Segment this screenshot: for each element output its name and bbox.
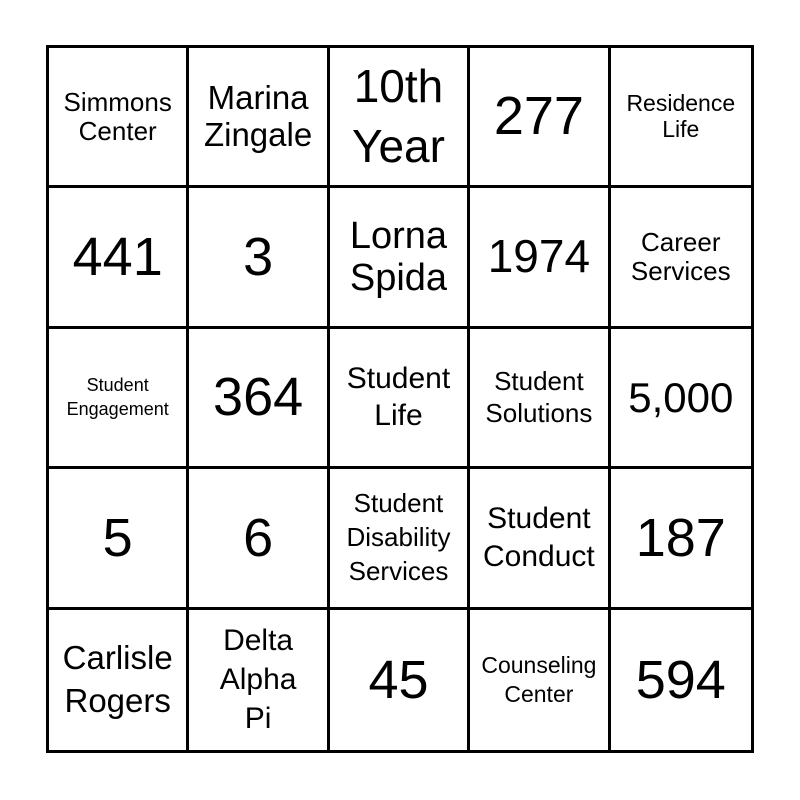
- cell-text: 10th Year: [352, 59, 445, 172]
- bingo-cell[interactable]: [189, 48, 329, 188]
- bingo-cell[interactable]: [330, 329, 470, 469]
- cell-text: Student Solutions: [485, 365, 593, 429]
- cell-text: Simmons Center: [63, 86, 172, 146]
- cell-text: 364: [213, 367, 304, 428]
- bingo-cell[interactable]: [470, 610, 610, 750]
- bingo-cell[interactable]: [470, 469, 610, 609]
- cell-text: Marina Zingale: [203, 78, 313, 153]
- cell-text: Student Disability Services: [346, 488, 451, 586]
- bingo-cell[interactable]: [611, 48, 751, 188]
- bingo-cell[interactable]: [330, 48, 470, 188]
- bingo-cell[interactable]: [49, 188, 189, 328]
- cell-text: Student Engagement: [66, 375, 169, 420]
- cell-text: 45: [368, 649, 429, 710]
- bingo-cell[interactable]: [49, 48, 189, 188]
- cell-text: Lorna Spida: [349, 214, 448, 300]
- bingo-cell[interactable]: [49, 469, 189, 609]
- cell-text: 1974: [487, 230, 591, 283]
- bingo-cell[interactable]: [330, 610, 470, 750]
- cell-text: Delta Alpha Pi: [219, 624, 297, 736]
- cell-text: Career Services: [630, 226, 731, 287]
- bingo-cell[interactable]: [470, 329, 610, 469]
- cell-text: 441: [72, 226, 163, 287]
- bingo-cell[interactable]: [189, 329, 329, 469]
- bingo-card: [46, 45, 754, 753]
- bingo-cell[interactable]: [611, 469, 751, 609]
- cell-text: Student Life: [346, 361, 451, 433]
- cell-text: 594: [635, 649, 726, 710]
- bingo-cell[interactable]: [330, 188, 470, 328]
- bingo-cell[interactable]: [189, 188, 329, 328]
- cell-text: 5: [102, 507, 133, 568]
- bingo-cell[interactable]: [470, 48, 610, 188]
- cell-text: 6: [243, 507, 274, 568]
- bingo-cell[interactable]: [611, 188, 751, 328]
- bingo-cell[interactable]: [470, 188, 610, 328]
- bingo-cell[interactable]: [189, 469, 329, 609]
- bingo-cell[interactable]: [189, 610, 329, 750]
- bingo-cell[interactable]: [49, 610, 189, 750]
- cell-text: Residence Life: [626, 89, 736, 142]
- cell-text: Student Conduct: [483, 502, 595, 573]
- bingo-cell[interactable]: [611, 329, 751, 469]
- cell-text: 277: [493, 86, 584, 147]
- bingo-cell[interactable]: [330, 469, 470, 609]
- cell-text: 5,000: [628, 373, 734, 421]
- cell-text: 187: [635, 507, 726, 568]
- bingo-cell[interactable]: [49, 329, 189, 469]
- cell-text: Carlisle Rogers: [62, 638, 173, 719]
- bingo-cell[interactable]: [611, 610, 751, 750]
- cell-text: Counseling Center: [481, 652, 597, 707]
- cell-text: 3: [243, 226, 274, 287]
